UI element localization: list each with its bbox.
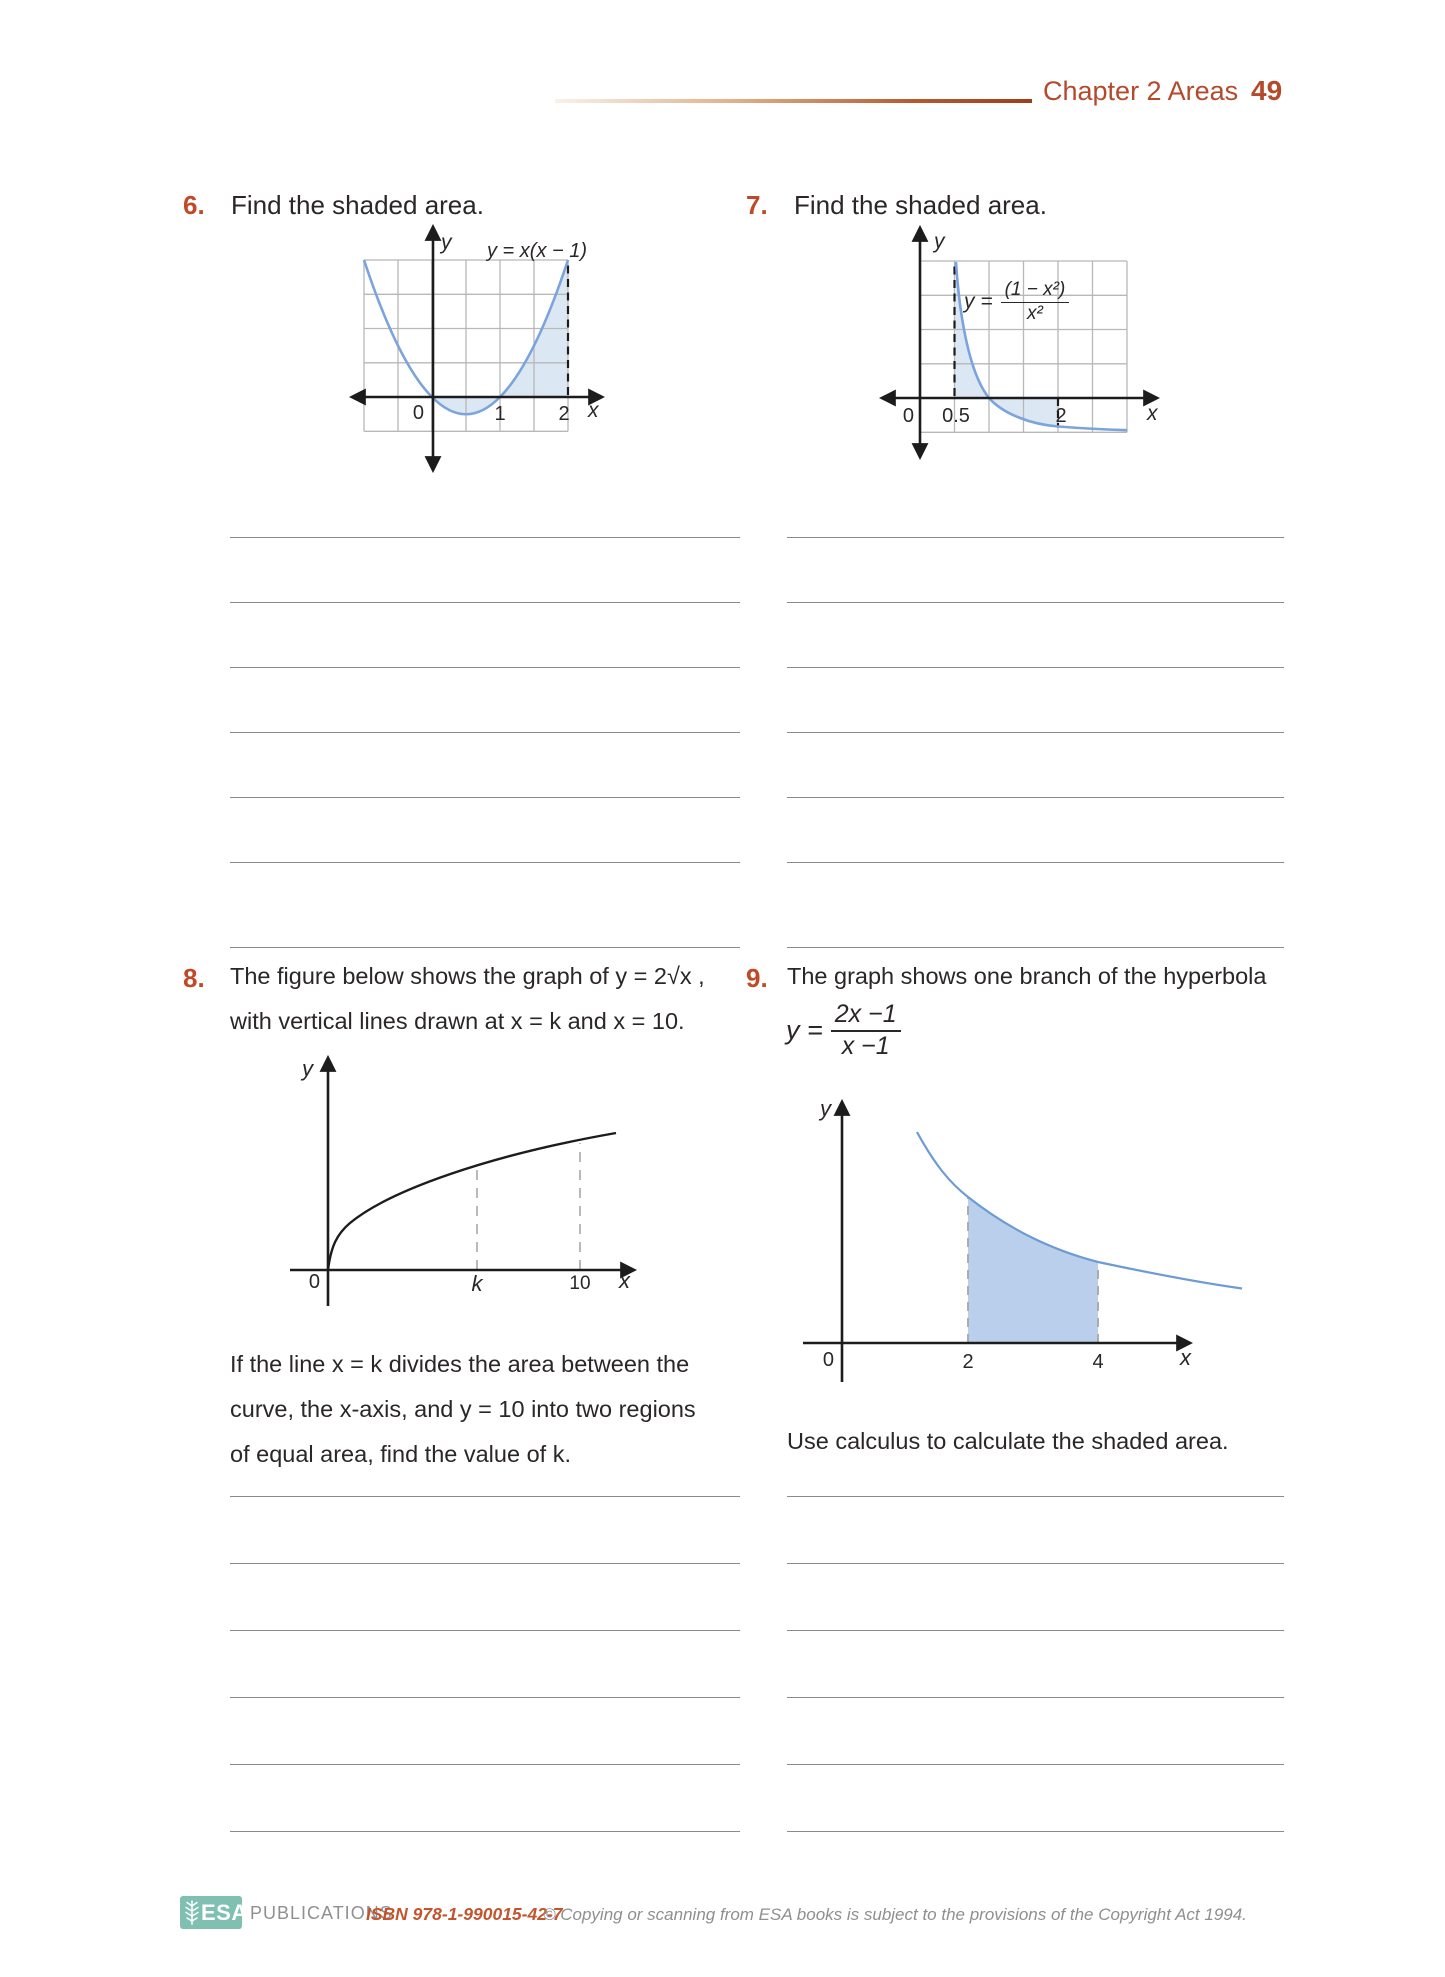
q7-figure: [868, 210, 1178, 472]
q7-tick-05: 0.5: [942, 405, 970, 427]
answer-line: [230, 1697, 740, 1698]
q9-outro: Use calculus to calculate the shaded area.: [787, 1428, 1229, 1454]
answer-line: [787, 947, 1284, 948]
answer-line: [787, 797, 1284, 798]
esa-logo: [180, 1896, 248, 1929]
answer-line: [787, 602, 1284, 603]
q6-x-axis-label: x: [588, 399, 599, 422]
q9-equation: [786, 1000, 901, 1061]
q7-tick-2: 2: [1055, 405, 1067, 427]
answer-line: [230, 732, 740, 733]
answer-line: [787, 537, 1284, 538]
q6-tick-1: 1: [494, 403, 506, 425]
answer-line: [230, 1764, 740, 1765]
q6-curve-label: y = x(x − 1): [486, 240, 588, 262]
q8-intro-line1: The figure below shows the graph of y = 2√x ,: [230, 963, 705, 989]
q6-figure: [340, 185, 650, 485]
q9-tick-2: 2: [962, 1351, 974, 1373]
q7-x-axis-label: x: [1147, 402, 1158, 425]
answer-line: [230, 797, 740, 798]
answer-line: [230, 1831, 740, 1832]
q8-x-axis-label: x: [619, 1268, 630, 1293]
answer-line: [787, 1496, 1284, 1497]
answer-line: [230, 602, 740, 603]
answer-line: [230, 1496, 740, 1497]
answer-line: [787, 1563, 1284, 1564]
q8-tick-10: 10: [569, 1273, 591, 1294]
q9-y-axis-label: y: [820, 1096, 831, 1121]
answer-line: [787, 862, 1284, 863]
fern-icon: [182, 1898, 202, 1927]
q9-shaded-region: [968, 1197, 1098, 1343]
answer-line: [787, 1764, 1284, 1765]
q7-equation-denominator: x²: [1027, 302, 1043, 324]
q9-tick-4: 4: [1092, 1351, 1104, 1373]
q7-tick-0: 0: [902, 405, 914, 427]
q7-number: 7.: [746, 190, 768, 220]
q8-figure: [240, 1048, 660, 1318]
q6-prompt: Find the shaded area.: [231, 190, 484, 220]
q8-number: 8.: [183, 963, 205, 993]
esa-logo-text: ESA: [201, 1900, 248, 1925]
q9-x-axis-label: x: [1180, 1345, 1191, 1370]
answer-line: [230, 1630, 740, 1631]
q6-number: 6.: [183, 190, 205, 220]
q8-y-axis-label: y: [302, 1056, 313, 1081]
q7-equation-numerator: (1 − x²): [1001, 279, 1070, 303]
q9-intro: The graph shows one branch of the hyperbola: [787, 963, 1267, 989]
answer-line: [230, 862, 740, 863]
q8-tick-k: k: [471, 1271, 483, 1296]
answer-line: [230, 667, 740, 668]
answer-line: [787, 667, 1284, 668]
answer-line: [787, 1630, 1284, 1631]
q9-equation-denominator: x −1: [841, 1031, 890, 1060]
q8-body-line3: of equal area, find the value of k.: [230, 1441, 571, 1467]
q9-equation-lhs: y =: [786, 1014, 823, 1045]
q7-equation: [964, 279, 1069, 325]
answer-line: [787, 732, 1284, 733]
q8-body-line1: If the line x = k divides the area between the: [230, 1351, 690, 1377]
chapter-heading: Chapter 2 Areas: [1043, 76, 1239, 106]
q8-intro-line2: with vertical lines drawn at x = k and x = 10.: [230, 1008, 685, 1034]
q9-tick-0: 0: [822, 1349, 834, 1371]
q6-tick-2: 2: [558, 403, 570, 425]
isbn-label: ISBN 978-1-990015-42-7: [366, 1904, 563, 1924]
publisher-label: PUBLICATIONS: [250, 1903, 393, 1923]
answer-line: [787, 1697, 1284, 1698]
page-number: 49: [1251, 75, 1283, 106]
header-rule: [555, 99, 1032, 103]
answer-line: [787, 1831, 1284, 1832]
q7-prompt: Find the shaded area.: [794, 190, 1047, 220]
q8-curve: [328, 1133, 616, 1270]
q7-y-axis-label: y: [934, 230, 945, 253]
q6-tick-0: 0: [412, 402, 424, 424]
answer-line: [230, 1563, 740, 1564]
q9-equation-numerator: 2x −1: [831, 1000, 901, 1032]
q7-equation-lhs: y =: [964, 289, 993, 313]
q9-number: 9.: [746, 963, 768, 993]
q9-figure: [790, 1080, 1260, 1395]
answer-line: [230, 947, 740, 948]
copyright-notice: © Copying or scanning from ESA books is subject to the provisions of the Copyright Act 1994.: [543, 1905, 1247, 1924]
q6-y-axis-label: y: [441, 231, 452, 254]
answer-line: [230, 537, 740, 538]
q8-body-line2: curve, the x-axis, and y = 10 into two regions: [230, 1396, 696, 1422]
q8-tick-0: 0: [308, 1271, 320, 1293]
